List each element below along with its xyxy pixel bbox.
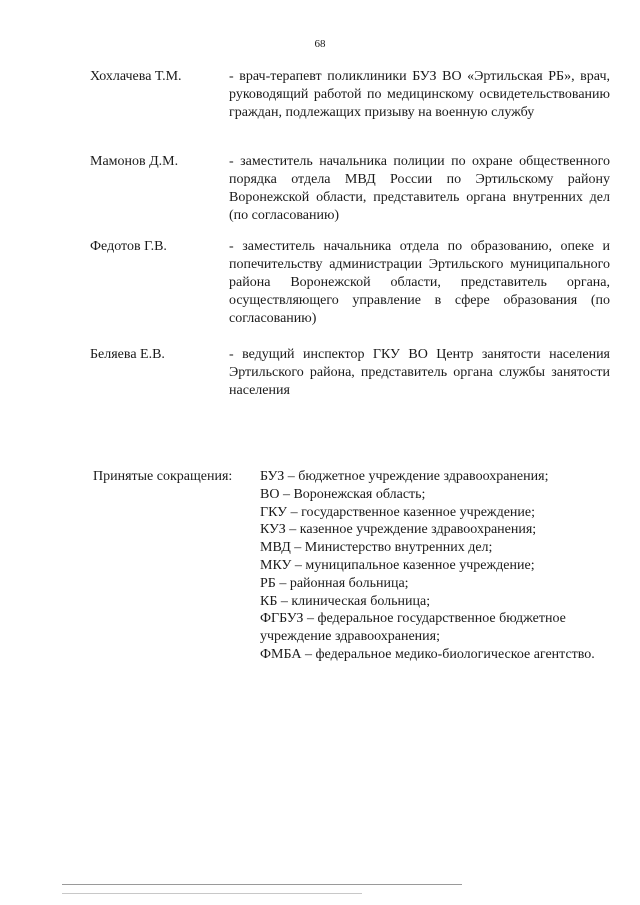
member-role: - заместитель начальника полиции по охране общественного порядка отдела МВД России по Эртильскому району Воронежской области, представитель органа внутренних дел (по согласованию) [229, 154, 610, 223]
abbreviation-item: РБ – районная больница; [260, 575, 409, 591]
abbreviation-item: МКУ – муниципальное казенное учреждение; [260, 557, 535, 573]
member-role: - врач-терапевт поликлиники БУЗ ВО «Эртильская РБ», врач, руководящий работой по медицинскому освидетельствованию граждан, подлежащих призыву на военную службу [229, 69, 610, 120]
abbreviation-item: ФГБУЗ – федеральное государственное бюджетное учреждение здравоохранения; [260, 611, 566, 645]
page-number: 68 [314, 38, 326, 50]
member-name: Беляева Е.В. [90, 347, 165, 362]
member-name: Федотов Г.В. [90, 239, 167, 254]
abbreviations-label: Принятые сокращения: [93, 469, 233, 484]
abbreviations-list [260, 468, 605, 664]
member-role: - ведущий инспектор ГКУ ВО Центр занятости населения Эртильского района, представитель органа службы занятости населения [229, 347, 610, 398]
scan-edge-line [62, 884, 462, 885]
abbreviation-item: ВО – Воронежская область; [260, 486, 426, 502]
member-role: - заместитель начальника отдела по образованию, опеке и попечительству администрации Эртильского муниципального района Воронежской области, представитель органа, осуществляющего управление в сфере образования (по согласованию) [229, 239, 610, 326]
scan-edge-line [62, 893, 362, 894]
abbreviation-item: КБ – клиническая больница; [260, 593, 431, 609]
member-name: Хохлачева Т.М. [90, 69, 182, 84]
abbreviation-item: КУЗ – казенное учреждение здравоохранения; [260, 522, 537, 538]
abbreviation-item: МВД – Министерство внутренних дел; [260, 540, 493, 556]
abbreviation-item: БУЗ – бюджетное учреждение здравоохранения; [260, 469, 549, 484]
member-name: Мамонов Д.М. [90, 154, 179, 169]
abbreviation-item: ФМБА – федеральное медико-биологическое агентство. [260, 646, 595, 662]
abbreviation-item: ГКУ – государственное казенное учреждение; [260, 504, 536, 520]
